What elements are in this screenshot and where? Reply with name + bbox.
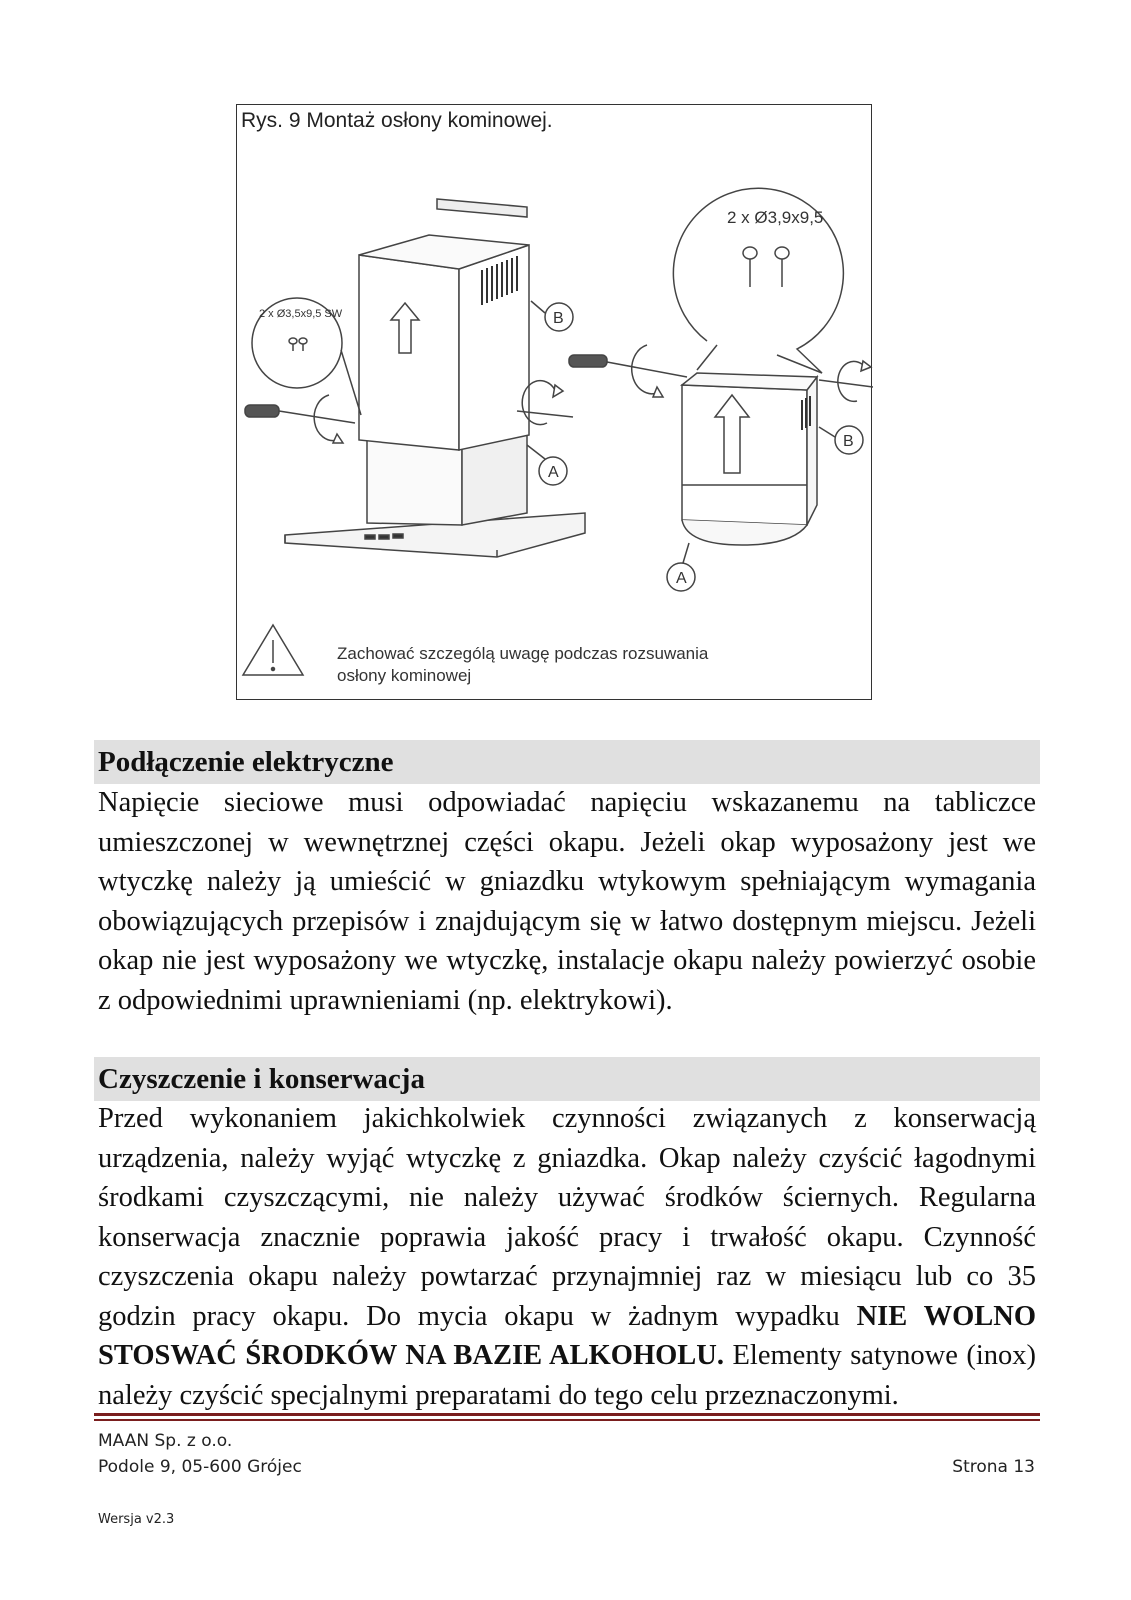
right-screw-spec: 2 x Ø3,9x9,5 [727,208,824,227]
caution-line-2: osłony kominowej [337,666,472,685]
cleaning-paragraph [98,1099,1036,1415]
version-label: Wersja v2.3 [98,1512,175,1527]
assembly-figure [236,104,872,700]
section-heading-electrical: Podłączenie elektryczne [94,740,1040,784]
chimney-assembly-illustration [237,105,873,701]
figure-title: Rys. 9 Montaż osłony kominowej. [241,109,553,132]
alcohol-warning: NIE WOLNO STOSWAĆ ŚRODKÓW NA BAZIE ALKOHOLU. [98,1300,1036,1371]
cleaning-text-1: Przed wykonaniem jakichkolwiek czynności związanych z konserwacją urządzenia, należy wyjąć wtyczkę z gniazdka. Okap należy czyścić łagodnymi środkami czyszczącymi, nie należy używać środków ściernych. Regularna konserwacja znacznie poprawia jakość pracy i trwałość okapu. Czynność czyszczenia okapu należy powtarzać przynajmniej raz w miesiącu lub co 35 godzin pracy okapu. Do mycia okapu w żadnym wypadku [98,1103,1036,1332]
label-a-right: A [676,570,687,587]
caution-text [337,643,777,687]
footer-rule-thin [94,1419,1040,1421]
footer-company [98,1428,302,1480]
label-b-upper: B [553,310,564,327]
page-number: Strona 13 [952,1457,1035,1477]
section-heading-cleaning: Czyszczenie i konserwacja [94,1057,1040,1101]
label-b-right: B [843,433,854,450]
label-a-upper: A [548,464,559,481]
footer-rule [94,1413,1040,1416]
cleaning-text-2: Elementy satynowe (inox) należy czyścić specjalnymi preparatami do tego celu przeznaczonymi. [98,1340,1036,1411]
company-address: Podole 9, 05-600 Grójec [98,1457,302,1477]
left-screw-spec: 2 x Ø3,5x9,5 SW [259,308,343,320]
caution-line-1: Zachować szczególą uwagę podczas rozsuwania [337,644,709,663]
company-name: MAAN Sp. z o.o. [98,1431,233,1451]
electrical-paragraph: Napięcie sieciowe musi odpowiadać napięciu wskazanemu na tabliczce umieszczonej w wewnętrznej części okapu. Jeżeli okap wyposażony jest we wtyczkę należy ją umieścić w gniazdku wtykowym spełniającym wymagania obowiązujących przepisów i znajdującym się w łatwo dostępnym miejscu. Jeżeli okap nie jest wyposażony we wtyczkę, instalacje okapu należy powierzyć osobie z odpowiednimi uprawnieniami (np. elektrykowi). [98,787,1036,1016]
